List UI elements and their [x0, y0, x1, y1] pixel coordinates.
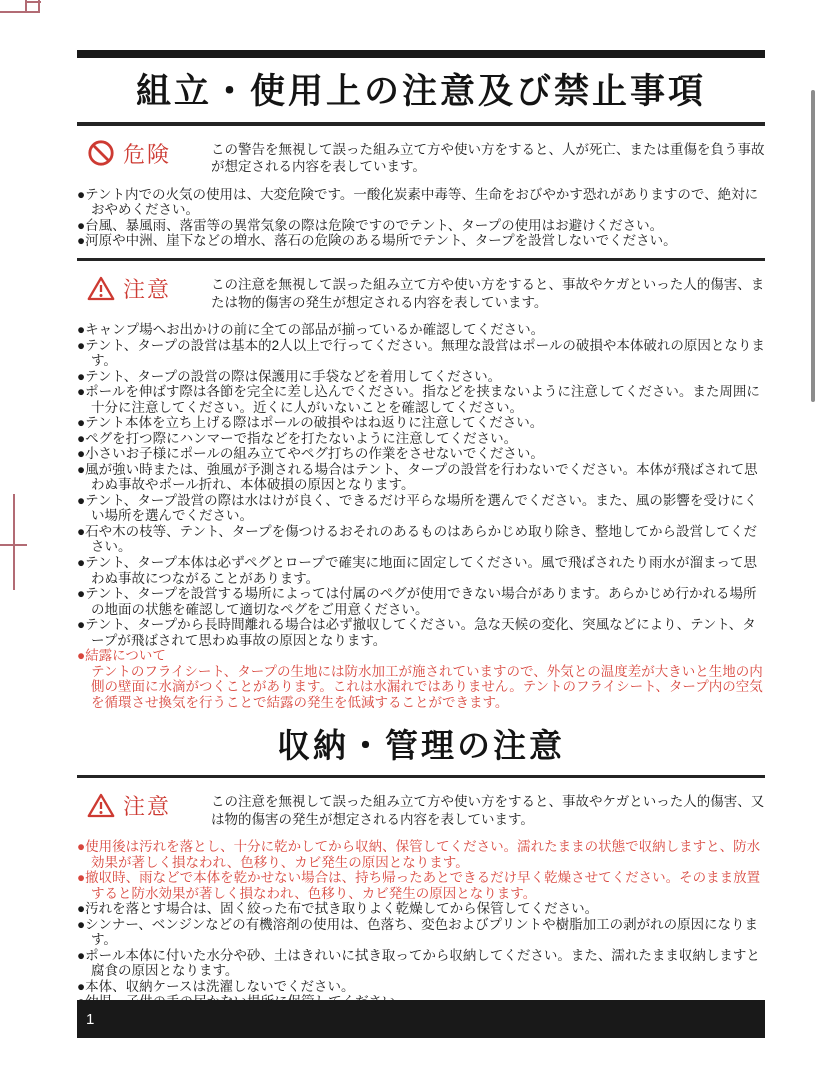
page-edge-line [811, 90, 815, 402]
list-item: ● 使用後は汚れを落とし、十分に乾かしてから収納、保管してください。濡れたままの状態で収納しますと、防水効果が著しく損なわれ、色移り、カビ発生の原因となります。 [77, 839, 765, 870]
list-item: ● 台風、暴風雨、落雷等の異常気象の際は危険ですのでテント、タープの使用はお避けください。 [77, 218, 765, 234]
list-item: ● ポールを伸ばす際は各節を完全に差し込んでください。指などを挟まないように注意してください。また周囲に十分に注意してください。近くに人がいないことを確認してください。 [77, 384, 765, 415]
registration-cross-mark [13, 494, 15, 590]
warning-triangle-icon [87, 275, 115, 303]
list-item: ● ペグを打つ際にハンマーで指などを打たないように注意してください。 [77, 431, 765, 447]
list-item: ● 石や木の枝等、テント、タープを傷つけるおそれのあるものはあらかじめ取り除き、整地してから設営してください。 [77, 524, 765, 555]
list-item: ● 風が強い時または、強風が予測される場合はテント、タープの設営を行わないでください。本体が飛ばされて思わぬ事故やポール折れ、本体破損の原因となります。 [77, 462, 765, 493]
list-item: ● テント、タープから長時間離れる場合は必ず撤収してください。急な天候の変化、突風などにより、テント、タープが飛ばされて思わぬ事故の原因となります。 [77, 617, 765, 648]
list-item: ● 結露について テントのフライシート、タープの生地には防水加工が施されていますので、外気との温度差が大きいと生地の内側の壁面に水滴がつくことがあります。これは水漏れではありません。テントのフライシート、タープ内の空気を循環させ換気を行うことで結露の発生を低減することができます。 [77, 648, 765, 710]
caution-label [77, 273, 195, 304]
registration-cross-mark [0, 544, 27, 546]
title-rule [77, 122, 765, 126]
caution-list [77, 322, 765, 710]
danger-label [77, 138, 195, 169]
danger-word: 危険 [123, 141, 172, 167]
list-item: ● テント、タープを設営する場所によっては付属のペグが使用できない場合があります。あらかじめ行かれる場所の地面の状態を確認して適切なペグをご用意ください。 [77, 586, 765, 617]
crop-mark [0, 11, 40, 13]
page-title: 組立・使用上の注意及び禁止事項 [135, 72, 706, 111]
manual-page [77, 0, 765, 1010]
list-item: ● 汚れを落とす場合は、固く絞った布で拭き取りよく乾燥してから保管してください。 [77, 901, 765, 917]
danger-description: この警告を無視して誤った組み立て方や使い方をすると、人が死亡、または重傷を負う事故が想定される内容を表しています。 [211, 141, 765, 175]
storage-caution-list [77, 839, 765, 1010]
list-item: ● テント本体を立ち上げる際はポールの破損やはね返りに注意してください。 [77, 415, 765, 431]
list-item: ● ポール本体に付いた水分や砂、土はきれいに拭き取ってから収納してください。また、濡れたまま収納しますと腐食の原因となります。 [77, 948, 765, 979]
caution-header [77, 273, 765, 311]
crop-mark [25, 1, 41, 3]
section-rule [77, 258, 765, 262]
list-item: ● テント、タープの設営は基本的2人以上で行ってください。無理な設営はポールの破損や本体破れの原因となります。 [77, 338, 765, 369]
warning-triangle-icon [87, 792, 115, 820]
list-item: ● テント、タープ本体は必ずペグとロープで確実に地面に固定してください。風で飛ばされたり雨水が溜まって思わぬ事故につながることがあります。 [77, 555, 765, 586]
list-item: ● 撤収時、雨などで本体を乾かせない場合は、持ち帰ったあとできるだけ早く乾燥させてください。そのまま放置すると防水効果が著しく損なわれ、色移り、カビ発生の原因となります。 [77, 870, 765, 901]
list-item: ● 本体、収納ケースは洗濯しないでください。 [77, 979, 765, 995]
list-item: ● 河原や中洲、崖下などの増水、落石の危険のある場所でテント、タープを設営しないでください。 [77, 233, 765, 249]
list-item: ● 小さいお子様にポールの組み立てやペグ打ちの作業をさせないでください。 [77, 446, 765, 462]
prohibition-icon [87, 139, 115, 167]
footer-bar [77, 1000, 765, 1038]
caution-word: 注意 [123, 277, 172, 303]
list-item: ● シンナー、ベンジンなどの有機溶剤の使用は、色落ち、変色およびプリントや樹脂加工の剥がれの原因になります。 [77, 917, 765, 948]
caution-label [77, 790, 195, 821]
storage-caution-description: この注意を無視して誤った組み立て方や使い方をすると、事故やケガといった人的傷害、又は物的傷害の発生が想定される内容を表しています。 [211, 794, 765, 827]
list-item: ● キャンプ場へお出かけの前に全ての部品が揃っているか確認してください。 [77, 322, 765, 338]
header-bar [77, 50, 765, 58]
list-item: ● テント、タープ設営の際は水はけが良く、できるだけ平らな場所を選んでください。また、風の影響を受けにくい場所を選んでください。 [77, 493, 765, 524]
page-number: 1 [86, 1010, 95, 1028]
caution-word: 注意 [123, 794, 172, 820]
storage-title: 収納・管理の注意 [277, 727, 565, 765]
danger-list [77, 187, 765, 249]
storage-caution-header [77, 790, 765, 828]
danger-header [77, 138, 765, 176]
title-rule [77, 775, 765, 779]
caution-description: この注意を無視して誤った組み立て方や使い方をすると、事故やケガといった人的傷害、または物的傷害の発生が想定される内容を表しています。 [211, 277, 765, 310]
list-item: ● テント、タープの設営の際は保護用に手袋などを着用してください。 [77, 369, 765, 385]
list-item: ● テント内での火気の使用は、大変危険です。一酸化炭素中毒等、生命をおびやかす恐れがありますので、絶対におやめください。 [77, 187, 765, 218]
